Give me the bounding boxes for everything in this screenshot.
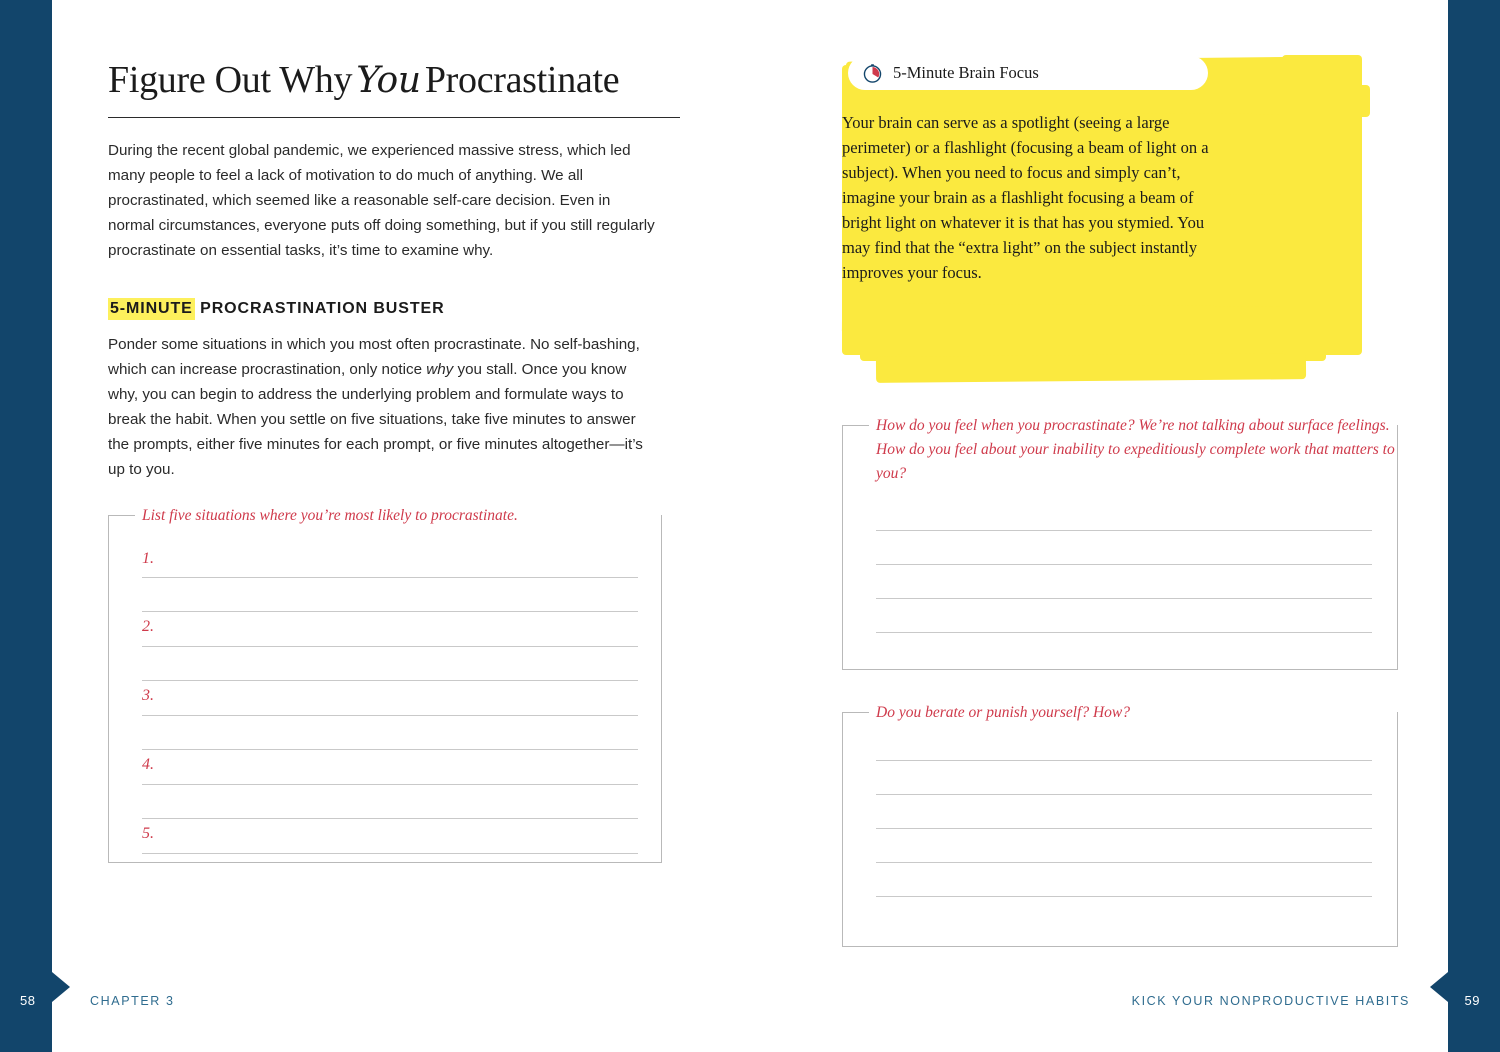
prompt-two-label: Do you berate or punish yourself? How? [876, 704, 1131, 721]
buster-paragraph [108, 332, 656, 482]
buster-paragraph-italic: why [426, 361, 454, 378]
right-tab-arrow [1430, 972, 1448, 1002]
left-page [52, 0, 752, 1052]
list-number: 4. [142, 756, 154, 773]
buster-paragraph-b: you stall. Once you know why, you can begin to address the underlying problem and formulate ways to break the habit. When you settle on five situations, take five minutes to answer the prompts, either five minutes for each prompt, or five minutes altogether—it’s up to you. [108, 361, 643, 478]
brain-focus-card [848, 56, 1208, 90]
write-line[interactable] [876, 896, 1372, 897]
write-line[interactable] [142, 853, 638, 854]
write-line[interactable] [142, 818, 638, 819]
left-edge-bar [0, 0, 52, 1052]
list-number: 3. [142, 687, 154, 704]
prompt-two-bracket [842, 712, 1398, 947]
prompt-one-label: How do you feel when you procrastinate? We’re not talking about surface feelings. How do you feel about your inability to expeditiously complete work that matters to you? [876, 417, 1395, 482]
left-page-number-tab [0, 968, 52, 1052]
list-number: 5. [142, 825, 154, 842]
write-line[interactable] [142, 680, 638, 681]
write-line[interactable] [142, 611, 638, 612]
write-line[interactable] [876, 862, 1372, 863]
brain-focus-title: 5-Minute Brain Focus [893, 63, 1039, 82]
write-line[interactable] [876, 828, 1372, 829]
write-line[interactable] [876, 794, 1372, 795]
write-line[interactable] [142, 646, 638, 647]
title-part-two: Procrastinate [424, 59, 620, 101]
list-number: 1. [142, 550, 154, 567]
right-edge-bar [1448, 0, 1500, 1052]
write-line[interactable] [142, 715, 638, 716]
list-prompt-label: List five situations where you’re most likely to procrastinate. [142, 507, 518, 524]
prompt-two-box [842, 704, 1398, 947]
right-page-number-tab [1448, 968, 1500, 1052]
write-line[interactable] [876, 632, 1372, 633]
section-heading-highlight: 5-MINUTE [108, 298, 195, 320]
right-page [752, 0, 1448, 1052]
write-line[interactable] [142, 784, 638, 785]
write-line[interactable] [876, 530, 1372, 531]
brain-focus-body: Your brain can serve as a spotlight (seeing a large perimeter) or a flashlight (focusing a beam of light on a subject). When you need to focus and simply can’t, imagine your brain as a flashlight focusing a beam of bright light on whatever it is that has you stymied. You may find that the “extra light” on the subject instantly improves your focus. [842, 113, 1209, 282]
section-heading-rest: PROCRASTINATION BUSTER [200, 300, 445, 317]
title-part-one: Figure Out Why [108, 59, 353, 101]
page-title [108, 58, 619, 102]
list-prompt-bracket [108, 515, 662, 863]
write-line[interactable] [142, 749, 638, 750]
intro-paragraph: During the recent global pandemic, we experienced massive stress, which led many people to feel a lack of motivation to do much of anything. We all procrastinated, which seemed like a reasonable self-care decision. Even in normal circumstances, everyone puts off doing something, but if you still regularly procrastinate on essential tasks, it’s time to examine why. [108, 142, 655, 259]
right-page-number: 59 [1464, 993, 1480, 1008]
prompt-one-box [842, 417, 1398, 670]
left-page-number: 58 [20, 993, 36, 1008]
left-footer-label: CHAPTER 3 [90, 994, 175, 1008]
write-line[interactable] [142, 577, 638, 578]
write-line[interactable] [876, 564, 1372, 565]
title-script-word: You [356, 60, 421, 101]
section-heading [108, 300, 445, 318]
timer-icon [862, 63, 883, 84]
list-number: 2. [142, 618, 154, 635]
buster-paragraph-a: Ponder some situations in which you most often procrastinate. No self-bashing, which can increase procrastination, only notice [108, 336, 640, 378]
title-divider [108, 117, 680, 118]
write-line[interactable] [876, 760, 1372, 761]
left-tab-arrow [52, 972, 70, 1002]
write-line[interactable] [876, 598, 1372, 599]
list-prompt-box [108, 507, 662, 863]
right-footer-label: KICK YOUR NONPRODUCTIVE HABITS [1131, 994, 1410, 1008]
